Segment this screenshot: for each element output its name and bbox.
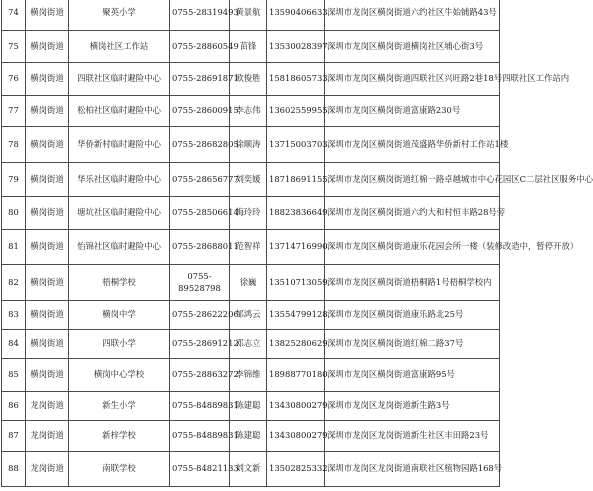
shelter-name-cell: 梧桐学校 [69, 265, 170, 301]
table-row [2, 265, 500, 301]
mobile-cell: 18988770180 [267, 359, 325, 392]
mobile-cell: 13430800279 [267, 421, 325, 452]
address-cell: 深圳市龙岗区横岗街道富康路230号 [325, 96, 500, 127]
table-row [2, 31, 500, 63]
table-row [2, 359, 500, 392]
address-cell: 深圳市龙岗区横岗街道康乐花园会所一楼（装修改造中，暂停开放） [325, 230, 500, 265]
phone-cell: 0755-89528798 [170, 265, 230, 301]
street-cell: 横岗街道 [26, 96, 69, 127]
row-number: 75 [2, 31, 26, 63]
shelter-name-cell: 横岗中心学校 [69, 359, 170, 392]
phone-cell: 0755-28691871 [170, 63, 230, 96]
contact-person-cell: 范智祥 [230, 230, 267, 265]
mobile-cell: 18823836649 [267, 197, 325, 230]
contact-person-cell: 邓志立 [230, 330, 267, 359]
street-cell: 横岗街道 [26, 230, 69, 265]
shelter-name-cell: 松柏社区临时避险中心 [69, 96, 170, 127]
mobile-cell: 13602559955 [267, 96, 325, 127]
address-cell: 深圳市龙岗区龙岗街道新生路3号 [325, 392, 500, 421]
row-number: 83 [2, 301, 26, 330]
street-cell: 横岗街道 [26, 197, 69, 230]
address-cell: 深圳市龙岗区横岗街道茂盛路华侨新村工作站1楼 [325, 127, 500, 163]
shelter-name-cell: 四联社区临时避险中心 [69, 63, 170, 96]
phone-cell: 0755-28506614 [170, 197, 230, 230]
shelter-name-cell: 横岗中学 [69, 301, 170, 330]
phone-cell: 0755-28656777 [170, 163, 230, 197]
table-row [2, 127, 500, 163]
shelter-name-cell: 华侨新村临时避险中心 [69, 127, 170, 163]
contact-person-cell: 邹鸿云 [230, 301, 267, 330]
address-cell: 深圳市龙岗区龙岗街道南联社区植物园路168号 [325, 452, 500, 487]
table-row [2, 301, 500, 330]
row-number: 79 [2, 163, 26, 197]
row-number: 85 [2, 359, 26, 392]
table-row [2, 230, 500, 265]
street-cell: 龙岗街道 [26, 452, 69, 487]
mobile-cell: 13714716990 [267, 230, 325, 265]
street-cell: 横岗街道 [26, 127, 69, 163]
contact-person-cell: 刘奕媛 [230, 163, 267, 197]
mobile-cell: 15818605733 [267, 63, 325, 96]
table-row [2, 163, 500, 197]
contact-person-cell: 刘文新 [230, 452, 267, 487]
address-cell: 深圳市龙岗区横岗街道红棉一路卓越城市中心花园区C二层社区服务中心 [325, 163, 500, 197]
street-cell: 横岗街道 [26, 163, 69, 197]
mobile-cell: 18718691155 [267, 163, 325, 197]
address-cell: 深圳市龙岗区横岗街道横岗社区埔心街3号 [325, 31, 500, 63]
shelter-name-cell: 南联学校 [69, 452, 170, 487]
contact-person-cell: 梅玲玲 [230, 197, 267, 230]
street-cell: 横岗街道 [26, 63, 69, 96]
contact-person-cell: 徐顺涛 [230, 127, 267, 163]
contact-person-cell: 苗锋 [230, 31, 267, 63]
street-cell: 横岗街道 [26, 301, 69, 330]
street-cell: 横岗街道 [26, 359, 69, 392]
address-cell: 深圳市龙岗区横岗街道富康路95号 [325, 359, 500, 392]
address-cell: 深圳市龙岗区横岗街道梧桐路1号梧桐学校内 [325, 265, 500, 301]
phone-cell: 0755-28863272 [170, 359, 230, 392]
address-cell: 深圳市龙岗区横岗街道四联社区兴旺路2巷18号四联社区工作站内 [325, 63, 500, 96]
mobile-cell: 13590406633 [267, 0, 325, 31]
phone-cell: 0755-84821133 [170, 452, 230, 487]
table-row [2, 197, 500, 230]
row-number: 88 [2, 452, 26, 487]
street-cell: 横岗街道 [26, 265, 69, 301]
mobile-cell: 13430800279 [267, 392, 325, 421]
address-cell: 深圳市龙岗区横岗街道康乐路北25号 [325, 301, 500, 330]
table-row [2, 421, 500, 452]
shelter-name-cell: 塘坑社区临时避险中心 [69, 197, 170, 230]
row-number: 87 [2, 421, 26, 452]
phone-cell: 0755-28319493 [170, 0, 230, 31]
shelter-name-cell: 四联小学 [69, 330, 170, 359]
street-cell: 龙岗街道 [26, 421, 69, 452]
table-row [2, 452, 500, 487]
phone-cell: 0755-84889831 [170, 392, 230, 421]
contact-person-cell: 黄景航 [230, 0, 267, 31]
shelter-table [1, 0, 593, 487]
phone-cell: 0755-28691212 [170, 330, 230, 359]
table-row [2, 63, 500, 96]
street-cell: 横岗街道 [26, 31, 69, 63]
street-cell: 龙岗街道 [26, 392, 69, 421]
shelter-name-cell: 新生小学 [69, 392, 170, 421]
row-number: 84 [2, 330, 26, 359]
mobile-cell: 13715003703 [267, 127, 325, 163]
row-number: 86 [2, 392, 26, 421]
table-row [2, 392, 500, 421]
shelter-name-cell: 新梓学校 [69, 421, 170, 452]
mobile-cell: 13502825332 [267, 452, 325, 487]
address-cell: 深圳市龙岗区龙岗街道新生社区丰田路23号 [325, 421, 500, 452]
row-number: 80 [2, 197, 26, 230]
phone-cell: 0755-28688011 [170, 230, 230, 265]
mobile-cell: 13530028397 [267, 31, 325, 63]
phone-cell: 0755-28600915 [170, 96, 230, 127]
shelter-name-cell: 聚英小学 [69, 0, 170, 31]
contact-person-cell: 徐巍 [230, 265, 267, 301]
table-row [2, 96, 500, 127]
shelter-name-cell: 华乐社区临时避险中心 [69, 163, 170, 197]
row-number: 74 [2, 0, 26, 31]
mobile-cell: 13554799128 [267, 301, 325, 330]
shelter-name-cell: 怡锦社区临时避险中心 [69, 230, 170, 265]
table-row [2, 0, 500, 31]
row-number: 81 [2, 230, 26, 265]
phone-cell: 0755-28682805 [170, 127, 230, 163]
contact-person-cell: 陈建聪 [230, 392, 267, 421]
row-number: 76 [2, 63, 26, 96]
mobile-cell: 13825280629 [267, 330, 325, 359]
address-cell: 深圳市龙岗区横岗街道红棉二路37号 [325, 330, 500, 359]
street-cell: 横岗街道 [26, 0, 69, 31]
phone-cell: 0755-28860549 [170, 31, 230, 63]
street-cell: 横岗街道 [26, 330, 69, 359]
contact-person-cell: 李志伟 [230, 96, 267, 127]
contact-person-cell: 陈建聪 [230, 421, 267, 452]
row-number: 82 [2, 265, 26, 301]
shelter-name-cell: 横岗社区工作站 [69, 31, 170, 63]
contact-person-cell: 李锦维 [230, 359, 267, 392]
table-body [2, 0, 593, 487]
row-number: 77 [2, 96, 26, 127]
phone-cell: 0755-28622206 [170, 301, 230, 330]
table-row [2, 330, 500, 359]
address-cell: 深圳市龙岗区横岗街道六约社区牛始铺路43号 [325, 0, 500, 31]
phone-cell: 0755-84889831 [170, 421, 230, 452]
mobile-cell: 13510713059 [267, 265, 325, 301]
contact-person-cell: 欧俊胜 [230, 63, 267, 96]
row-number: 78 [2, 127, 26, 163]
address-cell: 深圳市龙岗区横岗街道六约大和村恒丰路28号旁 [325, 197, 500, 230]
